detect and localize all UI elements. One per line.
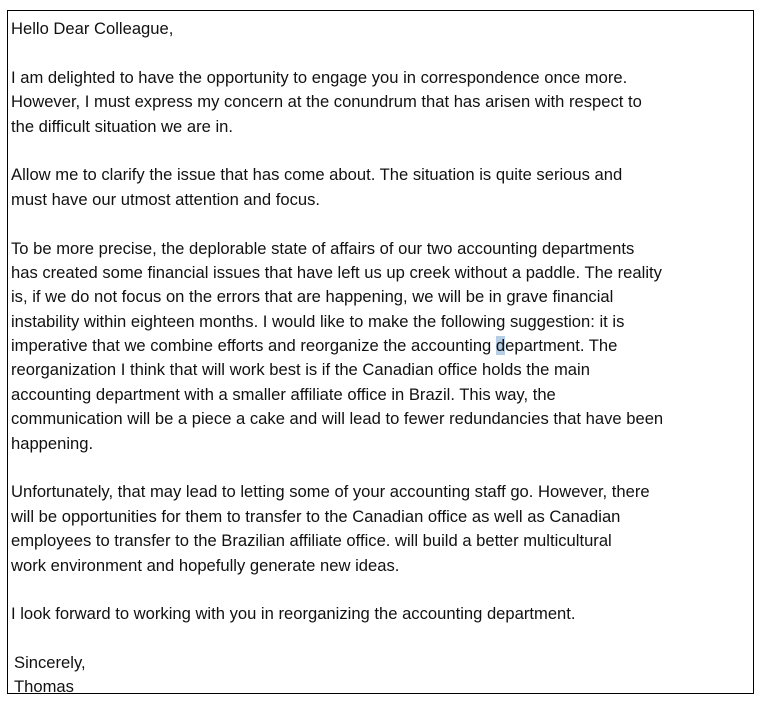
text-line: employees to transfer to the Brazilian affiliate office. will build a better multicultural: [11, 531, 612, 551]
paragraph-gap: [11, 139, 749, 163]
text-selection[interactable]: d: [495, 336, 506, 356]
paragraph-gap: [11, 627, 749, 651]
paragraph-4: [11, 480, 749, 578]
text-line: Allow me to clarify the issue that has come about. The situation is quite serious and: [11, 165, 623, 185]
letter-body[interactable]: [11, 17, 749, 698]
text-line: However, I must express my concern at the conundrum that has arisen with respect to: [11, 92, 642, 112]
text-line: is, if we do not focus on the errors that are happening, we will be in grave financial: [11, 287, 614, 307]
greeting: Hello Dear Colleague,: [11, 19, 174, 38]
text-line: must have our utmost attention and focus.: [11, 189, 321, 209]
text-line: To be more precise, the deplorable state of affairs of our two accounting departments: [11, 238, 635, 258]
text-line: I am delighted to have the opportunity to engage you in correspondence once more.: [11, 67, 628, 87]
closing: Sincerely,: [14, 653, 86, 673]
paragraph-gap: [11, 578, 749, 602]
text-line: accounting department with a smaller affiliate office in Brazil. This way, the: [11, 384, 556, 404]
document-page: [7, 10, 754, 694]
text-line: happening.: [11, 433, 94, 453]
text-line-with-selection: [11, 334, 749, 358]
paragraph-gap: [11, 212, 749, 236]
paragraph-3: [11, 237, 749, 457]
text-line: reorganization I think that will work best is if the Canadian office holds the main: [11, 360, 590, 380]
paragraph-gap: [11, 456, 749, 480]
text-after-selection: epartment. The: [505, 336, 618, 356]
text-before-selection: imperative that we combine efforts and reorganize the accounting: [11, 336, 496, 356]
paragraph-gap: [11, 41, 749, 65]
signature: Thomas: [14, 676, 74, 696]
paragraph-2: [11, 163, 749, 212]
text-line: Unfortunately, that may lead to letting some of your accounting staff go. However, there: [11, 482, 650, 502]
text-line: work environment and hopefully generate new ideas.: [11, 555, 400, 575]
text-line: the difficult situation we are in.: [11, 116, 233, 136]
paragraph-5: I look forward to working with you in reorganizing the accounting department.: [11, 604, 576, 624]
text-line: has created some financial issues that have left us up creek without a paddle. The reality: [11, 262, 662, 282]
text-line: instability within eighteen months. I would like to make the following suggestion: it is: [11, 311, 625, 331]
text-line: communication will be a piece a cake and will lead to fewer redundancies that have been: [11, 409, 664, 429]
closing-block: [11, 651, 749, 698]
text-line: will be opportunities for them to transfer to the Canadian office as well as Canadian: [11, 506, 621, 526]
paragraph-1: [11, 66, 749, 139]
